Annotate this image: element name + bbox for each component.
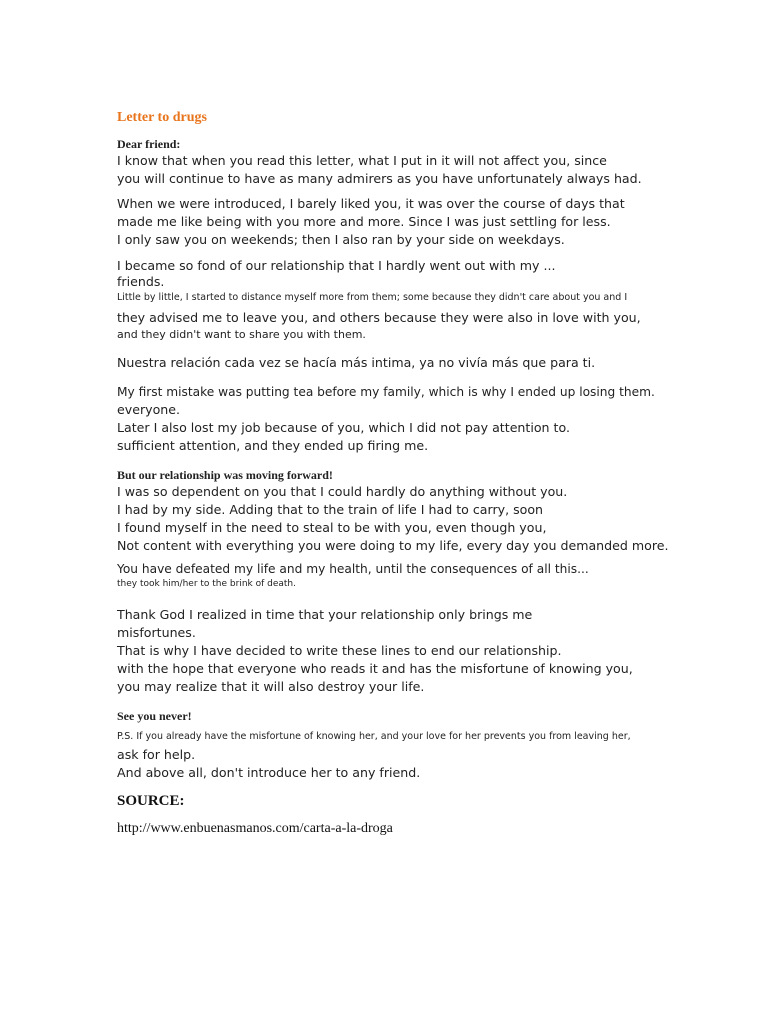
text-line: I only saw you on weekends; then I also ran by your side on weekdays. bbox=[117, 232, 565, 247]
paragraph-4 bbox=[117, 354, 717, 372]
letter-document bbox=[117, 110, 717, 837]
text-line: sufficient attention, and they ended up firing me. bbox=[117, 438, 429, 453]
text-line: Later I also lost my job because of you, which I did not pay attention to. bbox=[117, 420, 570, 435]
text-line: You have defeated my life and my health, until the consequences of all this... bbox=[117, 562, 589, 576]
postscript bbox=[117, 730, 717, 782]
text-line: That is why I have decided to write these lines to end our relationship. bbox=[117, 643, 562, 658]
text-line: with the hope that everyone who reads it and has the misfortune of knowing you, bbox=[117, 661, 633, 676]
text-line: P.S. If you already have the misfortune of knowing her, and your love for her prevents you from leaving her, bbox=[117, 731, 631, 742]
text-line: When we were introduced, I barely liked you, it was over the course of days that bbox=[117, 196, 625, 211]
text-line: Not content with everything you were doing to my life, every day you demanded more. bbox=[117, 538, 669, 553]
text-line: Nuestra relación cada vez se hacía más intima, ya no vivía más que para ti. bbox=[117, 355, 596, 370]
text-line: friends. bbox=[117, 274, 165, 289]
text-line: My first mistake was putting tea before my family, which is why I ended up losing them. bbox=[117, 385, 655, 399]
text-line: misfortunes. bbox=[117, 625, 196, 640]
paragraph-6 bbox=[117, 483, 717, 555]
text-line: I know that when you read this letter, what I put in it will not affect you, since bbox=[117, 153, 607, 168]
text-line: Thank God I realized in time that your relationship only brings me bbox=[117, 607, 533, 622]
paragraph-7 bbox=[117, 560, 717, 590]
text-line: you may realize that it will also destroy your life. bbox=[117, 679, 425, 694]
text-line: made me like being with you more and more. Since I was just settling for less. bbox=[117, 214, 611, 229]
paragraph-5 bbox=[117, 383, 717, 455]
section-heading: But our relationship was moving forward! bbox=[117, 468, 333, 482]
letter-title: Letter to drugs bbox=[117, 110, 207, 125]
paragraph-1 bbox=[117, 152, 717, 188]
text-line: I became so fond of our relationship that I hardly went out with my ... bbox=[117, 258, 556, 273]
text-line: ask for help. bbox=[117, 747, 196, 762]
text-line: I had by my side. Adding that to the train of life I had to carry, soon bbox=[117, 502, 544, 517]
text-line: you will continue to have as many admirers as you have unfortunately always had. bbox=[117, 171, 642, 186]
text-line: and they didn't want to share you with them. bbox=[117, 328, 366, 341]
text-line: they took him/her to the brink of death. bbox=[117, 579, 296, 589]
text-line: And above all, don't introduce her to any friend. bbox=[117, 765, 421, 780]
text-line: I found myself in the need to steal to be with you, even though you, bbox=[117, 520, 547, 535]
closing-line: See you never! bbox=[117, 709, 192, 723]
source-url: http://www.enbuenasmanos.com/carta-a-la-droga bbox=[117, 821, 393, 836]
source-label: SOURCE: bbox=[117, 793, 185, 809]
text-line: everyone. bbox=[117, 402, 181, 417]
paragraph-3 bbox=[117, 257, 717, 342]
text-line: I was so dependent on you that I could hardly do anything without you. bbox=[117, 484, 568, 499]
paragraph-8 bbox=[117, 606, 717, 696]
text-line: Little by little, I started to distance myself more from them; some because they didn't care about you and I bbox=[117, 292, 628, 303]
text-line: they advised me to leave you, and others because they were also in love with you, bbox=[117, 310, 641, 325]
greeting: Dear friend: bbox=[117, 137, 181, 151]
paragraph-2 bbox=[117, 195, 717, 249]
